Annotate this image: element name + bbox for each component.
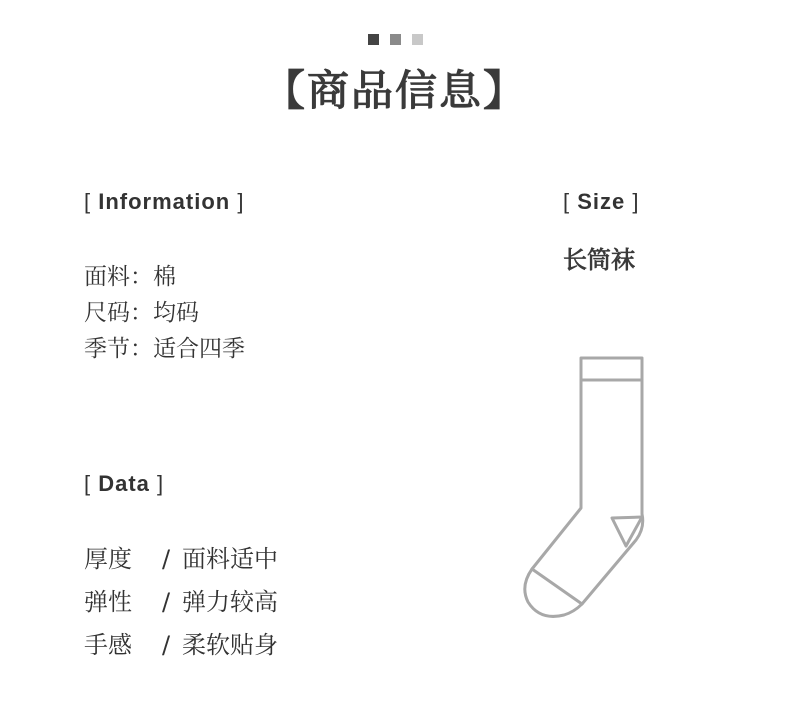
data-label: 厚度 — [84, 545, 132, 573]
data-list — [84, 538, 278, 667]
size-heading-word: Size — [577, 189, 626, 214]
page-title: 【商品信息】 — [262, 66, 527, 115]
sock-outline-icon — [518, 350, 658, 626]
dot-1 — [368, 34, 379, 45]
data-row-elasticity: 弹性 / 弹力较高 — [84, 581, 278, 624]
info-row-season: 季节：适合四季 — [84, 336, 245, 362]
information-heading-word: Information — [98, 189, 231, 214]
info-label: 尺码 — [84, 300, 130, 326]
dot-2 — [390, 34, 401, 45]
data-value: 柔软贴身 — [182, 631, 278, 659]
data-value: 面料适中 — [182, 545, 278, 573]
data-row-feel: 手感 / 柔软贴身 — [84, 624, 278, 667]
size-heading: [ Size ] — [563, 189, 640, 214]
size-value: 长筒袜 — [563, 246, 635, 274]
info-label: 面料 — [84, 264, 130, 290]
data-label: 弹性 — [84, 588, 132, 616]
info-value: 均码 — [153, 300, 199, 326]
data-value: 弹力较高 — [182, 588, 278, 616]
information-list — [84, 259, 245, 367]
data-label: 手感 — [84, 631, 132, 659]
info-row-material: 面料：棉 — [84, 264, 176, 290]
information-heading: [ Information ] — [84, 189, 245, 214]
dot-3 — [412, 34, 423, 45]
info-value: 棉 — [153, 264, 176, 290]
data-heading-word: Data — [98, 471, 150, 496]
info-row-size: 尺码：均码 — [84, 300, 199, 326]
carousel-dots — [368, 34, 423, 45]
info-label: 季节 — [84, 336, 130, 362]
info-value: 适合四季 — [153, 336, 245, 362]
data-heading: [ Data ] — [84, 471, 165, 496]
data-row-thickness: 厚度 / 面料适中 — [84, 538, 278, 581]
